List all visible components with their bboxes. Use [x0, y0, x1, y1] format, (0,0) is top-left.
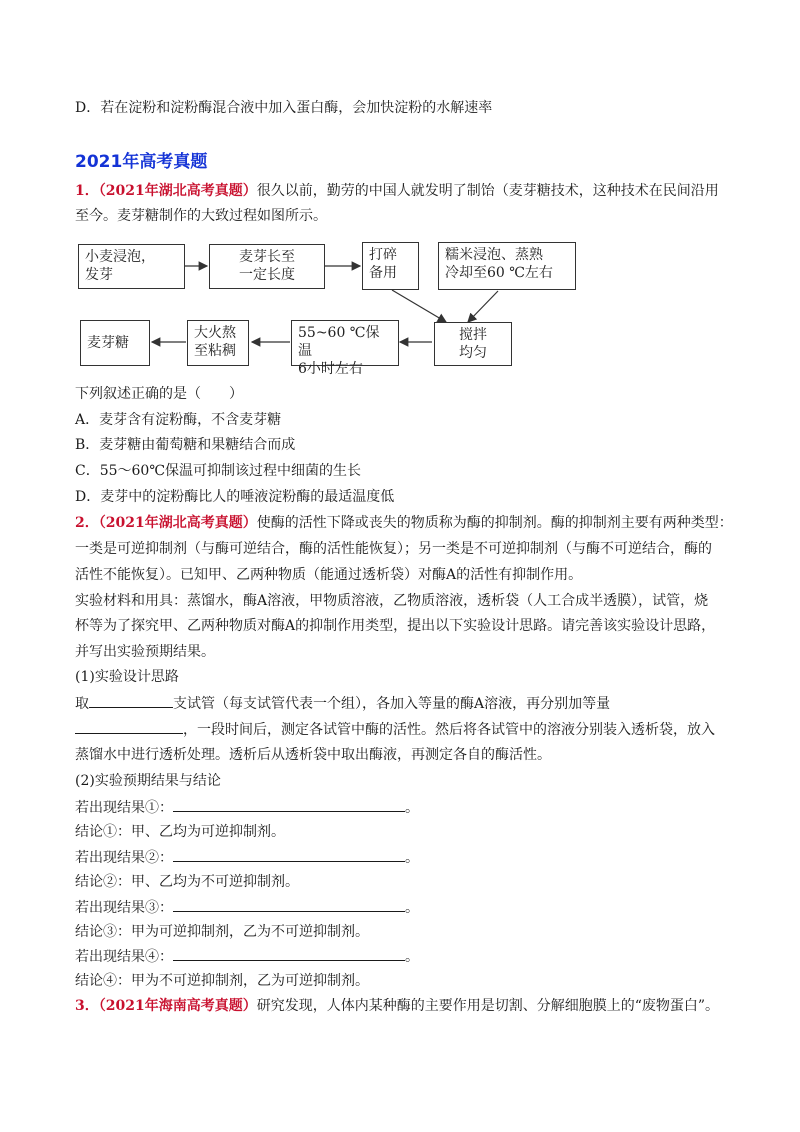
q2-para1-line3: 活性不能恢复）。已知甲、乙两种物质（能通过透析袋）对酶A的活性有抑制作用。	[75, 567, 583, 583]
q2-result-3-label: 若出现结果③：	[75, 900, 173, 916]
q2-result-1	[75, 797, 419, 818]
blank-result-2[interactable]	[173, 847, 405, 862]
q2-result-4-period: 。	[405, 949, 419, 965]
q2-para1-line1	[75, 513, 733, 533]
blank-result-1[interactable]	[173, 797, 405, 812]
q2-conclusion-2: 结论②：甲、乙均为不可逆抑制剂。	[75, 874, 299, 890]
flow-box-stir-l2: 均匀	[459, 345, 487, 361]
q1-option-c: C．55～60℃保温可抑制该过程中细菌的生长	[75, 463, 362, 479]
q2-result-2-label: 若出现结果②：	[75, 850, 173, 866]
q2-conclusion-3: 结论③：甲为可逆抑制剂，乙为不可逆抑制剂。	[75, 924, 369, 940]
arrow-4-5	[468, 291, 498, 322]
q2-para1-line2: 一类是可逆抑制剂（与酶可逆结合，酶的活性能恢复）；另一类是不可逆抑制剂（与酶不可逆结合，酶的	[75, 541, 712, 557]
flow-box-glutinous-rice	[438, 242, 576, 290]
q2-design-line1	[75, 693, 610, 714]
q2-result-3-period: 。	[405, 900, 419, 916]
flow-box-glutinous-rice-l2: 冷却至60 ℃左右	[445, 265, 553, 281]
q1-option-d: D．麦芽中的淀粉酶比人的唾液淀粉酶的最适温度低	[75, 489, 395, 505]
flow-box-sprout-grow	[209, 244, 325, 289]
q2-para1-text: 使酶的活性下降或丧失的物质称为酶的抑制剂。酶的抑制剂主要有两种类型：	[256, 515, 733, 531]
q2-subheading-results: (2)实验预期结果与结论	[75, 773, 221, 789]
q1-option-a: A．麦芽含有淀粉酶，不含麦芽糖	[75, 412, 282, 428]
q3-stem	[75, 996, 719, 1016]
q3-source: （2021年海南高考真题）	[98, 998, 257, 1014]
flow-box-sprout-grow-l2: 一定长度	[239, 267, 295, 283]
flow-box-stir-l1: 搅拌	[459, 327, 487, 343]
q2-design-take: 取	[75, 696, 89, 712]
q2-result-2	[75, 847, 419, 868]
q1-prompt: 下列叙述正确的是（ ）	[75, 386, 243, 402]
q3-stem-text: 研究发现，人体内某种酶的主要作用是切割、分解细胞膜上的“废物蛋白”。	[256, 998, 720, 1014]
blank-added-substance[interactable]	[75, 719, 183, 734]
q2-result-4	[75, 946, 419, 967]
q2-subheading-design: (1)实验设计思路	[75, 669, 179, 685]
q2-result-1-label: 若出现结果①：	[75, 800, 173, 816]
flow-box-boil-l2: 至粘稠	[194, 343, 236, 359]
q2-para2-line2: 杯等为了探究甲、乙两种物质对酶A的抑制作用类型，提出以下实验设计思路。请完善该实验设计思路，	[75, 618, 716, 634]
prev-option-d: D．若在淀粉和淀粉酶混合液中加入蛋白酶，会加快淀粉的水解速率	[75, 100, 493, 116]
flow-box-glutinous-rice-l1: 糯米浸泡、蒸熟	[445, 247, 543, 263]
q2-result-3	[75, 897, 419, 918]
flow-box-incubate-l2: 6小时左右	[298, 361, 363, 377]
q2-para2-line1: 实验材料和用具：蒸馏水，酶A溶液，甲物质溶液，乙物质溶液，透析袋（人工合成半透膜），试管，烧	[75, 593, 709, 609]
flow-box-crush-l1: 打碎	[369, 247, 397, 263]
flow-box-sprout-grow-l1: 麦芽长至	[239, 249, 295, 265]
q2-design-line3: 蒸馏水中进行透析处理。透析后从透析袋中取出酶液，再测定各自的酶活性。	[75, 747, 551, 763]
flow-box-incubate	[291, 320, 399, 377]
q2-design-tubes: 支试管（每支试管代表一个组），各加入等量的酶A溶液，再分别加等量	[173, 696, 611, 712]
q2-source: （2021年湖北高考真题）	[98, 515, 257, 531]
arrow-3-5	[392, 290, 446, 322]
flow-box-maltose: 麦芽糖	[80, 320, 150, 366]
q2-para2-line3: 并写出实验预期结果。	[75, 644, 215, 660]
q1-number: 1．	[75, 183, 99, 199]
q2-design-continue: ，一段时间后，测定各试管中酶的活性。然后将各试管中的溶液分别装入透析袋，放入	[183, 722, 715, 738]
flow-box-crush-l2: 备用	[369, 265, 397, 281]
q2-conclusion-4: 结论④：甲为不可逆抑制剂，乙为可逆抑制剂。	[75, 973, 369, 989]
flow-box-soak-wheat	[78, 244, 185, 289]
blank-result-4[interactable]	[173, 946, 405, 961]
section-heading: 2021年高考真题	[75, 152, 208, 172]
q2-design-line2	[75, 719, 715, 740]
q2-conclusion-1: 结论①：甲、乙均为可逆抑制剂。	[75, 824, 285, 840]
flow-box-incubate-l1: 55~60 ℃保温	[298, 325, 380, 359]
blank-result-3[interactable]	[173, 897, 405, 912]
flow-box-crush	[362, 242, 419, 290]
flow-box-soak-wheat-l1: 小麦浸泡，	[85, 249, 155, 265]
flow-box-stir	[434, 322, 512, 366]
blank-tube-count[interactable]	[89, 693, 173, 708]
q1-stem-line2: 至今。麦芽糖制作的大致过程如图所示。	[75, 208, 327, 224]
flow-box-boil-l1: 大火熬	[194, 325, 236, 341]
q1-stem-text: 很久以前，勤劳的中国人就发明了制饴（麦芽糖技术，这种技术在民间沿用	[256, 183, 719, 199]
q1-option-b: B．麦芽糖由葡萄糖和果糖结合而成	[75, 437, 296, 453]
q1-source: （2021年湖北高考真题）	[98, 183, 257, 199]
q2-result-4-label: 若出现结果④：	[75, 949, 173, 965]
flow-box-soak-wheat-l2: 发芽	[85, 267, 113, 283]
q2-result-1-period: 。	[405, 800, 419, 816]
flow-box-boil	[187, 320, 249, 366]
q2-result-2-period: 。	[405, 850, 419, 866]
q2-number: 2．	[75, 515, 99, 531]
q3-number: 3．	[75, 998, 99, 1014]
